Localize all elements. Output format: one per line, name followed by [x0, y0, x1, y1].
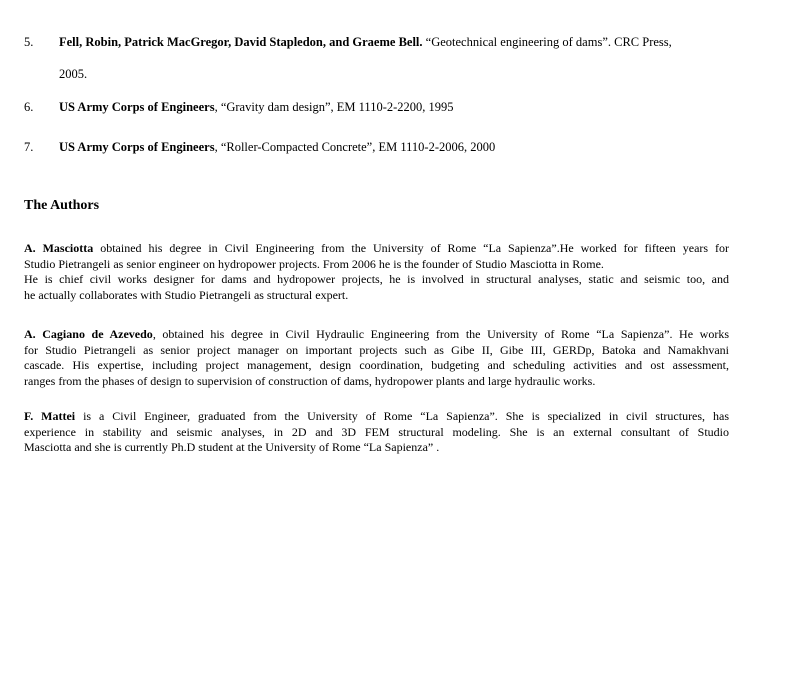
- bio-line: he actually collaborates with Studio Pietrangeli as structural expert.: [24, 287, 349, 302]
- bio-line: [24, 409, 729, 425]
- reference-number: 6.: [24, 100, 34, 114]
- bio-line: [24, 241, 729, 257]
- bio-line: He is chief civil works designer for dams and hydropower projects, he is involved in structural analyses, static and seismic too, and: [24, 272, 729, 286]
- bio-text: obtained his degree in Civil Engineering from the University of Rome “La Sapienza”.He worked for fifteen years for: [93, 241, 729, 255]
- reference-number: 5.: [24, 35, 34, 49]
- reference-body: [59, 131, 734, 163]
- bio-text: is a Civil Engineer, graduated from the University of Rome “La Sapienza”. She is specialized in civil structures, has: [75, 409, 729, 423]
- author-bio: [24, 409, 729, 456]
- reference-details: “Geotechnical engineering of dams”. CRC Press,: [422, 35, 672, 49]
- bio-line: ranges from the phases of design to supervision of construction of dams, hydropower plants and large hydraulic works.: [24, 373, 596, 388]
- reference-authors: Fell, Robin, Patrick MacGregor, David Stapledon, and Graeme Bell.: [59, 35, 423, 49]
- reference-authors: US Army Corps of Engineers: [59, 100, 215, 114]
- reference-year: 2005.: [59, 67, 88, 81]
- bio-line: Studio Pietrangeli as senior engineer on hydropower projects. From 2006 he is the founder of Studio Masciotta in Rome.: [24, 256, 604, 271]
- bio-text: , obtained his degree in Civil Hydraulic Engineering from the University of Rome “La Sapienza”. He works: [152, 327, 729, 341]
- author-name: A. Cagiano de Azevedo: [24, 327, 153, 341]
- author-name: F. Mattei: [24, 409, 76, 423]
- section-heading: The Authors: [24, 198, 100, 213]
- author-bio: [24, 241, 729, 303]
- reference-item: [24, 26, 734, 90]
- reference-body: [59, 26, 734, 90]
- author-name: A. Masciotta: [24, 241, 94, 255]
- bio-line: Masciotta and she is currently Ph.D student at the University of Rome “La Sapienza” .: [24, 440, 440, 454]
- reference-details: , “Roller-Compacted Concrete”, EM 1110-2-2006, 2000: [214, 140, 496, 154]
- reference-number: 7.: [24, 140, 34, 154]
- reference-body: [59, 91, 734, 123]
- reference-details: , “Gravity dam design”, EM 1110-2-2200, 1995: [214, 100, 454, 114]
- author-bio: [24, 327, 729, 389]
- bio-line: cascade. His expertise, including project management, design coordination, budgeting and scheduling activities and ost assessment,: [24, 358, 729, 372]
- bio-line: experience in stability and seismic analyses, in 2D and 3D FEM structural modeling. She is an external consultant of Studio: [24, 424, 729, 439]
- reference-authors: US Army Corps of Engineers: [59, 140, 215, 154]
- bio-line: for Studio Pietrangeli as senior project manager on important projects such as Gibe II, Gibe III, GERDp, Batoka and Namakhvani: [24, 342, 729, 357]
- bio-line: [24, 327, 729, 343]
- reference-item: [24, 131, 734, 163]
- reference-item: [24, 91, 734, 123]
